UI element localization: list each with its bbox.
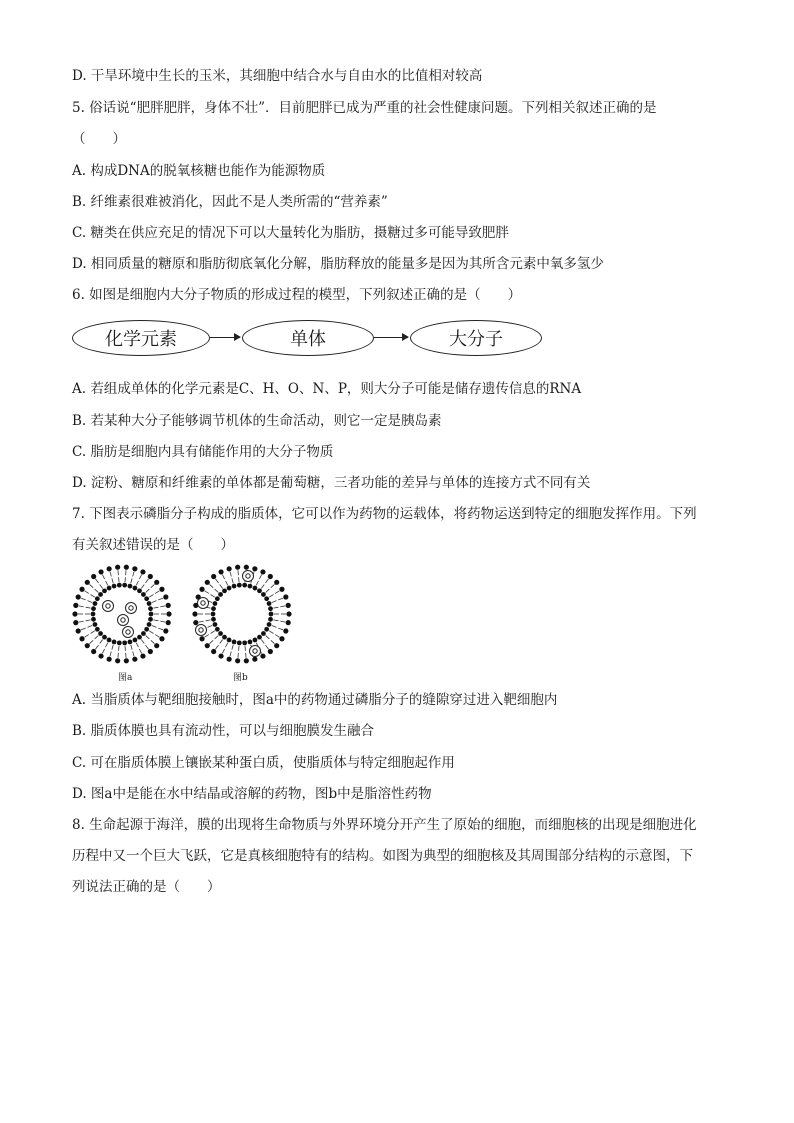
liposome-b-outer-head [227, 566, 232, 571]
liposome-a-outer-head [163, 628, 168, 633]
liposome-b-outer-tail [209, 584, 213, 587]
liposome-b-inner-head [268, 606, 273, 611]
liposome-b-inner-head [242, 583, 247, 588]
liposome-a-inner-tail [91, 631, 95, 634]
liposome-a-drug-outer [103, 601, 114, 612]
liposome-a-outer-head [166, 620, 171, 625]
liposome-a-outer-tail [155, 635, 159, 638]
liposome-b-outer-head [205, 643, 210, 648]
liposome-a-inner-tail [146, 589, 150, 592]
liposome-a-outer-tail [79, 606, 84, 607]
liposome-a-outer-head [163, 594, 168, 599]
liposome-b-outer-tail [259, 575, 261, 579]
liposome-b-inner-head [222, 588, 227, 593]
liposome-a-inner-head [93, 622, 98, 627]
liposome-b-inner-head [218, 631, 223, 636]
liposome-a-outer-head [140, 569, 145, 574]
liposome-b-outer-head [218, 569, 223, 574]
liposome-a-inner-tail [131, 645, 132, 650]
liposome-b-inner-head [269, 612, 274, 617]
liposome-figure [70, 564, 300, 684]
liposome-b-outer-head [286, 603, 291, 608]
liposome-a-inner-head [95, 596, 100, 601]
liposome-b-inner-tail [207, 626, 212, 628]
liposome-b-inner-tail [261, 640, 264, 644]
liposome-a-outer-tail [95, 645, 98, 649]
liposome-a-inner-head [147, 601, 152, 606]
liposome-a-outer-tail [81, 598, 86, 600]
liposome-a-outer-tail [133, 652, 134, 657]
q7-option-d: D. 图a中是能在水中结晶或溶解的药物，图b中是脂溶性药物 [72, 786, 432, 802]
liposome-b-outer-head [244, 565, 249, 570]
liposome-b-inner-tail [232, 578, 233, 583]
liposome-b-outer-head [286, 620, 291, 625]
liposome-a-outer-tail [110, 652, 111, 657]
liposome-b-inner-head [268, 617, 273, 622]
q5-option-a: A. 构成DNA的脱氧核糖也能作为能源物质 [72, 163, 326, 179]
liposome-b-outer-tail [271, 640, 275, 643]
liposome-a-outer-tail [158, 598, 163, 600]
liposome-b-outer-tail [199, 621, 204, 622]
liposome-b-outer-head [274, 580, 279, 585]
liposome-b-inner-tail [215, 589, 219, 592]
liposome-a-inner-tail [141, 640, 144, 644]
liposome-b-outer-head [235, 565, 240, 570]
liposome-a-inner-head [133, 586, 138, 591]
liposome-a-inner-tail [152, 626, 157, 628]
liposome-b-outer-head [286, 611, 291, 616]
liposome-a-outer-tail [102, 649, 104, 653]
liposome-b-inner-head [257, 588, 262, 593]
liposome-b-inner-tail [211, 595, 215, 598]
q6-stem: 6. 如图是细胞内大分子物质的形成过程的模型，下列叙述正确的是（ ） [72, 287, 522, 303]
q6-option-c: C. 脂肪是细胞内具有储能作用的大分子物质 [72, 444, 334, 460]
flow-node-macromolecule: 大分子 [410, 320, 542, 356]
liposome-a-outer-tail [81, 628, 86, 630]
liposome-b-inner-head [227, 638, 232, 643]
liposome-a-outer-head [148, 574, 153, 579]
liposome-b-inner-head [213, 622, 218, 627]
liposome-b-inner-tail [266, 636, 270, 639]
liposome-a-outer-head [140, 653, 145, 658]
liposome-b-outer-head [268, 649, 273, 654]
q4-option-d: D. 干旱环境中生长的玉米，其细胞中结合水与自由水的比值相对较高 [72, 68, 483, 84]
liposome-a-outer-head [159, 636, 164, 641]
liposome-a-inner-tail [87, 601, 92, 603]
liposome-a-outer-head [85, 580, 90, 585]
liposome-b-outer-head [283, 628, 288, 633]
liposome-a-inner-head [144, 596, 149, 601]
liposome-b-outer-head [211, 649, 216, 654]
liposome-a-inner-tail [112, 578, 113, 583]
liposome-b-outer-head [235, 658, 240, 663]
liposome-a-inner-tail [106, 581, 108, 585]
liposome-a-inner-head [112, 584, 117, 589]
liposome-a-outer-tail [139, 649, 141, 653]
liposome-b-outer-head [192, 611, 197, 616]
liposome-a-outer-tail [155, 591, 159, 594]
liposome-a-outer-head [72, 611, 77, 616]
liposome-b-drug-outer [243, 571, 254, 582]
liposome-a-inner-tail [91, 595, 95, 598]
liposome-a-outer-head [73, 620, 78, 625]
liposome-b-inner-head [267, 622, 272, 627]
liposome-a-inner-tail [141, 584, 144, 588]
flow-node-monomer: 单体 [242, 320, 374, 356]
liposome-a-inner-head [147, 622, 152, 627]
liposome-b-inner-head [215, 627, 220, 632]
liposome-a-outer-tail [133, 572, 134, 577]
liposome-a-inner-head [112, 639, 117, 644]
liposome-a-outer-head [98, 653, 103, 658]
liposome-b-drug-outer [196, 625, 207, 636]
liposome-a-inner-tail [106, 643, 108, 647]
liposome-b-inner-tail [273, 620, 278, 621]
liposome-a-outer-head [115, 658, 120, 663]
liposome-a-outer-tail [151, 640, 155, 643]
q5-option-c: C. 糖类在供应充足的情况下可以大量转化为脂肪，摄糖过多可能导致肥胖 [72, 225, 509, 241]
liposome-a-drug-outer [123, 627, 134, 638]
liposome-a-outer-tail [85, 591, 89, 594]
liposome-a-outer-tail [146, 579, 149, 583]
liposome-a-outer-tail [160, 606, 165, 607]
q7-option-c: C. 可在脂质体膜上镶嵌某种蛋白质，使脂质体与特定细胞起作用 [72, 755, 455, 771]
q6-option-a: A. 若组成单体的化学元素是C、H、O、N、P，则大分子可能是储存遗传信息的RNA [72, 381, 582, 397]
liposome-a-outer-head [154, 580, 159, 585]
liposome-a-outer-head [79, 636, 84, 641]
liposome-b-outer-head [274, 643, 279, 648]
liposome-a-outer-tail [89, 584, 93, 587]
liposome-a-outer-head [91, 574, 96, 579]
liposome-diagram [70, 564, 300, 668]
liposome-a-outer-head [166, 603, 171, 608]
liposome-b-outer-tail [205, 635, 209, 638]
flow-arrow-1 [210, 337, 240, 338]
liposome-b-outer-head [218, 653, 223, 658]
flow-arrow-2 [374, 337, 408, 338]
liposome-a-outer-head [124, 658, 129, 663]
liposome-b-inner-tail [220, 640, 223, 644]
liposome-b-outer-head [252, 657, 257, 662]
liposome-a-inner-tail [149, 595, 153, 598]
liposome-a-inner-head [149, 612, 154, 617]
liposome-a-inner-tail [95, 636, 99, 639]
liposome-b-inner-tail [232, 645, 233, 650]
liposome-a-inner-head [117, 640, 122, 645]
q8-stem-line1: 8. 生命起源于海洋，膜的出现将生命物质与外界环境分开产生了原始的细胞，而细胞核的出现是细胞进化 [72, 817, 697, 833]
liposome-b-inner-head [232, 584, 237, 589]
liposome-b-inner-head [248, 584, 253, 589]
liposome-b-drug-outer [250, 646, 261, 657]
liposome-a-outer-head [79, 587, 84, 592]
liposome-a-outer-head [148, 649, 153, 654]
liposome-b-inner-head [211, 617, 216, 622]
liposome-a-drug-outer [118, 615, 129, 626]
liposome-b-outer-head [260, 569, 265, 574]
liposome-b-inner-head [215, 596, 220, 601]
liposome-a-outer-tail [89, 640, 93, 643]
macromolecule-flow-diagram [72, 318, 552, 362]
liposome-a-outer-head [85, 643, 90, 648]
liposome-a-inner-head [122, 640, 127, 645]
liposome-b-inner-tail [220, 584, 223, 588]
liposome-a-inner-head [91, 612, 96, 617]
liposome-a-inner-head [137, 588, 142, 593]
liposome-a-inner-tail [112, 645, 113, 650]
liposome-a-inner-head [133, 638, 138, 643]
liposome-b-inner-head [211, 606, 216, 611]
liposome-a-outer-head [166, 611, 171, 616]
liposome-a-outer-tail [102, 575, 104, 579]
liposome-a-inner-head [91, 617, 96, 622]
liposome-b-outer-tail [271, 584, 275, 587]
liposome-a-inner-tail [146, 636, 150, 639]
liposome-b-inner-tail [226, 643, 228, 647]
liposome-b-inner-tail [272, 601, 277, 603]
liposome-a-outer-head [124, 565, 129, 570]
liposome-a-inner-tail [149, 631, 153, 634]
liposome-b-outer-head [279, 636, 284, 641]
liposome-b-outer-head [211, 574, 216, 579]
liposome-a-inner-head [137, 635, 142, 640]
liposome-a-inner-tail [152, 601, 157, 603]
liposome-b-outer-tail [278, 598, 283, 600]
liposome-b-outer-tail [209, 640, 213, 643]
liposome-b-inner-head [253, 638, 258, 643]
liposome-a-outer-head [132, 657, 137, 662]
liposome-b-outer-tail [222, 575, 224, 579]
liposome-b-inner-tail [261, 584, 264, 588]
q8-stem-line2: 历程中又一个巨大飞跃，它是真核细胞特有的结构。如图为典型的细胞核及其周围部分结构的示意图，下 [72, 848, 693, 864]
figure-b-caption: 图b [233, 673, 248, 683]
liposome-a-outer-tail [79, 621, 84, 622]
liposome-a-outer-head [76, 594, 81, 599]
liposome-a-inner-head [144, 627, 149, 632]
q7-stem-line1: 7. 下图表示磷脂分子构成的脂质体，它可以作为药物的运载体，将药物运送到特定的细胞发挥作用。下列 [72, 506, 697, 522]
liposome-a-outer-head [76, 628, 81, 633]
liposome-a-outer-head [159, 587, 164, 592]
liposome-b-inner-head [267, 601, 272, 606]
liposome-a-inner-head [141, 631, 146, 636]
liposome-b-inner-head [237, 583, 242, 588]
q6-option-b: B. 若某种大分子能够调节机体的生命活动，则它一定是胰岛素 [72, 413, 442, 429]
liposome-a-outer-tail [160, 621, 165, 622]
liposome-b-outer-tail [278, 628, 283, 630]
liposome-b-inner-tail [215, 636, 219, 639]
liposome-b-inner-tail [256, 581, 258, 585]
q5-answer-blank: （ ） [72, 131, 126, 147]
liposome-b-drug-outer [198, 598, 209, 609]
q7-option-b: B. 脂质体膜也具有流动性，可以与细胞膜发生融合 [72, 723, 375, 739]
liposome-b-inner-head [242, 640, 247, 645]
liposome-b-outer-tail [205, 591, 209, 594]
liposome-a-inner-head [95, 627, 100, 632]
liposome-a-outer-tail [85, 635, 89, 638]
liposome-a-outer-head [98, 569, 103, 574]
liposome-a-outer-tail [110, 572, 111, 577]
liposome-b-outer-head [260, 653, 265, 658]
liposome-b-outer-tail [280, 606, 285, 607]
liposome-b-outer-tail [275, 591, 279, 594]
liposome-b-inner-head [213, 601, 218, 606]
liposome-a-inner-tail [100, 640, 103, 644]
liposome-b-inner-head [218, 592, 223, 597]
figure-a-caption: 图a [118, 673, 133, 683]
liposome-b-inner-head [211, 612, 216, 617]
liposome-a-inner-head [107, 638, 112, 643]
liposome-a-inner-tail [87, 626, 92, 628]
liposome-b-outer-tail [215, 579, 218, 583]
liposome-a-inner-head [148, 606, 153, 611]
liposome-b-outer-head [193, 620, 198, 625]
liposome-a-inner-head [91, 606, 96, 611]
liposome-a-inner-head [102, 588, 107, 593]
liposome-a-inner-tail [100, 584, 103, 588]
liposome-a-inner-tail [131, 578, 132, 583]
liposome-b-outer-tail [280, 621, 285, 622]
liposome-b-inner-head [253, 586, 258, 591]
liposome-b-outer-head [227, 657, 232, 662]
liposome-a-inner-head [128, 639, 133, 644]
liposome-a-outer-tail [146, 645, 149, 649]
liposome-a-inner-head [128, 584, 133, 589]
liposome-b-inner-tail [272, 626, 277, 628]
q8-stem-line3: 列说法正确的是（ ） [72, 879, 221, 895]
liposome-b-outer-tail [230, 652, 231, 657]
liposome-b-inner-head [257, 635, 262, 640]
liposome-a-outer-tail [139, 575, 141, 579]
liposome-b-outer-tail [275, 635, 279, 638]
liposome-a-inner-tail [136, 581, 138, 585]
liposome-b-inner-head [264, 627, 269, 632]
liposome-a-inner-tail [153, 620, 158, 621]
liposome-b-inner-tail [226, 581, 228, 585]
liposome-b-outer-tail [215, 645, 218, 649]
liposome-a-inner-head [117, 583, 122, 588]
liposome-a-outer-tail [95, 579, 98, 583]
q7-option-a: A. 当脂质体与靶细胞接触时，图a中的药物通过磷脂分子的缝隙穿过进入靶细胞内 [72, 692, 558, 708]
liposome-a-inner-head [141, 592, 146, 597]
liposome-b-inner-tail [269, 595, 273, 598]
liposome-b-inner-head [232, 639, 237, 644]
liposome-a-inner-tail [136, 643, 138, 647]
liposome-b-inner-head [227, 586, 232, 591]
liposome-b-outer-head [268, 574, 273, 579]
liposome-a-inner-head [93, 601, 98, 606]
q5-option-d: D. 相同质量的糖原和脂肪彻底氧化分解，脂肪释放的能量多是因为其所含元素中氧多氢少 [72, 256, 604, 272]
liposome-b-outer-head [205, 580, 210, 585]
liposome-a-inner-tail [86, 620, 91, 621]
liposome-a-inner-head [148, 617, 153, 622]
liposome-b-inner-head [261, 592, 266, 597]
liposome-b-inner-head [222, 635, 227, 640]
liposome-a-outer-head [91, 649, 96, 654]
liposome-b-inner-head [248, 639, 253, 644]
liposome-b-outer-head [244, 658, 249, 663]
liposome-b-inner-tail [269, 631, 273, 634]
liposome-b-inner-head [237, 640, 242, 645]
liposome-b-outer-head [279, 587, 284, 592]
liposome-b-inner-head [261, 631, 266, 636]
q6-option-d: D. 淀粉、糖原和纤维素的单体都是葡萄糖，三者功能的差异与单体的连接方式不同有关 [72, 475, 591, 491]
liposome-b-outer-head [283, 594, 288, 599]
flow-node-elements: 化学元素 [72, 320, 210, 356]
liposome-a-inner-head [98, 631, 103, 636]
q5-option-b: B. 纤维素很难被消化，因此不是人类所需的“营养素” [72, 194, 388, 210]
liposome-b-inner-tail [266, 589, 270, 592]
liposome-b-inner-tail [206, 620, 211, 621]
liposome-a-inner-head [102, 635, 107, 640]
liposome-a-outer-head [107, 657, 112, 662]
liposome-b-outer-tail [222, 649, 224, 653]
liposome-a-inner-head [122, 583, 127, 588]
liposome-a-inner-tail [95, 589, 99, 592]
liposome-a-outer-head [115, 565, 120, 570]
liposome-b-outer-head [252, 566, 257, 571]
liposome-b-outer-head [199, 636, 204, 641]
liposome-b-outer-tail [266, 579, 269, 583]
liposome-a-drug-outer [126, 603, 137, 614]
liposome-a-inner-head [107, 586, 112, 591]
q5-stem: 5. 俗话说“肥胖肥胖，身体不壮”．目前肥胖已成为严重的社会性健康问题。下列相关叙述正确的是 [72, 100, 657, 116]
liposome-b-outer-tail [266, 645, 269, 649]
liposome-b-inner-tail [211, 631, 215, 634]
q7-stem-line2: 有关叙述错误的是（ ） [72, 537, 234, 553]
liposome-a-outer-head [107, 566, 112, 571]
liposome-b-inner-head [264, 596, 269, 601]
liposome-a-inner-tail [86, 607, 91, 608]
liposome-a-inner-head [98, 592, 103, 597]
liposome-a-outer-head [132, 566, 137, 571]
liposome-a-outer-tail [151, 584, 155, 587]
liposome-a-outer-head [73, 603, 78, 608]
liposome-b-outer-tail [230, 572, 231, 577]
liposome-a-outer-head [154, 643, 159, 648]
liposome-a-inner-tail [153, 607, 158, 608]
liposome-b-outer-head [199, 587, 204, 592]
liposome-a-outer-tail [158, 628, 163, 630]
liposome-b-inner-tail [273, 607, 278, 608]
